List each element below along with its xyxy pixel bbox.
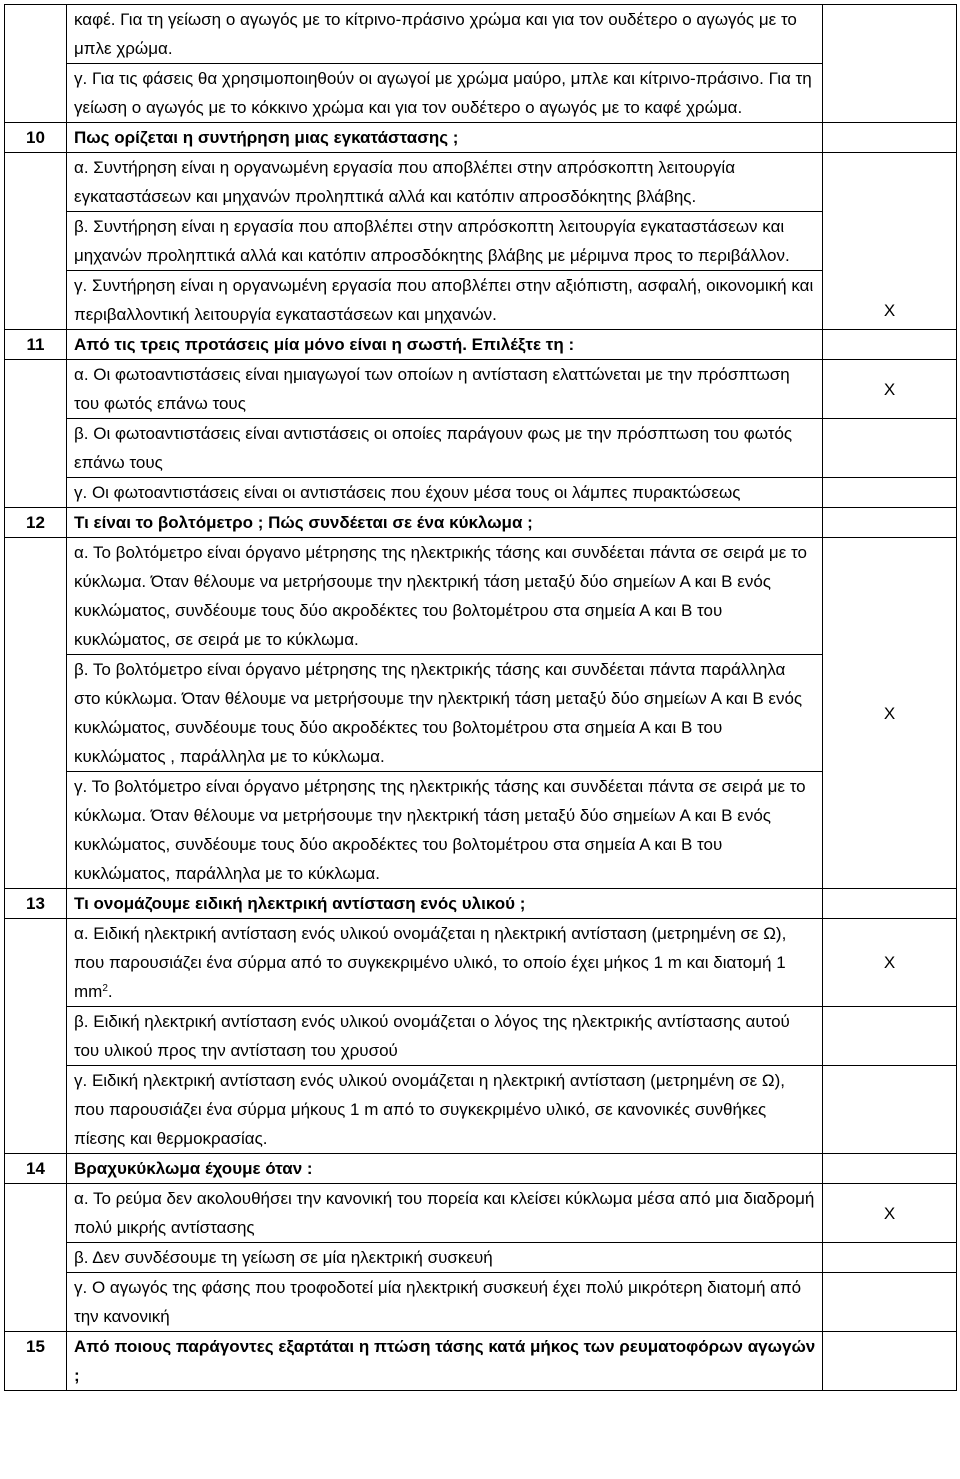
continued-row: [5, 5, 957, 64]
option-row: [5, 360, 957, 419]
answer-mark: X: [823, 919, 957, 1007]
answer-cell-empty: [823, 1066, 957, 1154]
option-row: [5, 1066, 957, 1154]
answer-cell-empty: [823, 478, 957, 508]
number-cell-empty: [5, 419, 67, 478]
option-row: [5, 212, 957, 271]
option-text: α. Οι φωτοαντιστάσεις είναι ημιαγωγοί των οποίων η αντίσταση ελαττώνεται με την πρόσπτωση του φωτός επάνω τους: [67, 360, 823, 419]
option-text: α. Το βολτόμετρο είναι όργανο μέτρησης της ηλεκτρικής τάσης και συνδέεται πάντα σε σειρά με το κύκλωμα. Όταν θέλουμε να μετρήσουμε την ηλεκτρική τάση μεταξύ δύο σημείων Α και Β ενός κυκλώματος, συνδέουμε τους δύο ακροδέκτες του βολτομέτρου στα σημεία Α και Β του κυκλώματος, σε σειρά με το κύκλωμα.: [67, 538, 823, 655]
question-row: [5, 1154, 957, 1184]
number-cell-empty: [5, 655, 67, 772]
question-number: 13: [5, 889, 67, 919]
answer-mark: X: [823, 153, 957, 330]
option-row: [5, 153, 957, 212]
option-row: [5, 919, 957, 1007]
option-text: γ. Συντήρηση είναι η οργανωμένη εργασία που αποβλέπει στην αξιόπιστη, ασφαλή, οικονομική και περιβαλλοντική λειτουργία εγκαταστάσεων και μηχανών.: [67, 271, 823, 330]
option-row: [5, 1007, 957, 1066]
option-text: β. Ειδική ηλεκτρική αντίσταση ενός υλικού ονομάζεται ο λόγος της ηλεκτρικής αντίστασης αυτού του υλικού προς την αντίσταση του χρυσού: [67, 1007, 823, 1066]
superscript: 2: [102, 983, 108, 994]
option-row: [5, 478, 957, 508]
answer-cell-empty: [823, 419, 957, 478]
answer-mark: X: [823, 360, 957, 419]
option-row: [5, 271, 957, 330]
answer-cell-empty: [823, 123, 957, 153]
quiz-table: [4, 4, 957, 1391]
continued-row: [5, 64, 957, 123]
number-cell-empty: [5, 1273, 67, 1332]
question-row: [5, 508, 957, 538]
option-row: [5, 1243, 957, 1273]
option-text: γ. Το βολτόμετρο είναι όργανο μέτρησης της ηλεκτρικής τάσης και συνδέεται πάντα σε σειρά με το κύκλωμα. Όταν θέλουμε να μετρήσουμε την ηλεκτρική τάση μεταξύ δύο σημείων Α και Β ενός κυκλώματος, συνδέουμε τους δύο ακροδέκτες του βολτομέτρου στα σημεία Α και Β του κυκλώματος, παράλληλα με το κύκλωμα.: [67, 772, 823, 889]
question-text: Τι ονομάζουμε ειδική ηλεκτρική αντίσταση ενός υλικού ;: [67, 889, 823, 919]
option-row: [5, 1184, 957, 1243]
option-row: [5, 772, 957, 889]
option-text: β. Το βολτόμετρο είναι όργανο μέτρησης της ηλεκτρικής τάσης και συνδέεται πάντα παράλληλα στο κύκλωμα. Όταν θέλουμε να μετρήσουμε την ηλεκτρική τάση μεταξύ δύο σημείων Α και Β ενός κυκλώματος, συνδέουμε τους δύο ακροδέκτες του βολτομέτρου στα σημεία Α και Β του κυκλώματος , παράλληλα με το κύκλωμα.: [67, 655, 823, 772]
option-text: γ. Ειδική ηλεκτρική αντίσταση ενός υλικού ονομάζεται η ηλεκτρική αντίσταση (μετρημένη σε Ω), που παρουσιάζει ένα σύρμα μήκους 1 m από το συγκεκριμένο υλικό, σε κανονικές συνθήκες πίεσης και θερμοκρασίας.: [67, 1066, 823, 1154]
number-cell-empty: [5, 772, 67, 889]
option-text: β. Δεν συνδέσουμε τη γείωση σε μία ηλεκτρική συσκευή: [67, 1243, 823, 1273]
answer-cell-empty: [823, 508, 957, 538]
question-text: Βραχυκύκλωμα έχουμε όταν :: [67, 1154, 823, 1184]
answer-mark: X: [823, 538, 957, 889]
option-row: [5, 1273, 957, 1332]
option-text: α. Συντήρηση είναι η οργανωμένη εργασία που αποβλέπει στην απρόσκοπτη λειτουργία εγκαταστάσεων και μηχανών προληπτικά αλλά και κατόπιν απροσδόκητης βλάβης.: [67, 153, 823, 212]
number-cell-empty: [5, 538, 67, 655]
answer-mark: X: [823, 1184, 957, 1243]
option-row: [5, 419, 957, 478]
question-row: [5, 889, 957, 919]
number-cell-empty: [5, 271, 67, 330]
number-cell-empty: [5, 1184, 67, 1243]
question-number: 12: [5, 508, 67, 538]
answer-cell-empty: [823, 1007, 957, 1066]
number-cell-empty: [5, 212, 67, 271]
number-cell-empty: [5, 1066, 67, 1154]
question-number: 11: [5, 330, 67, 360]
question-number: 10: [5, 123, 67, 153]
option-text: γ. Ο αγωγός της φάσης που τροφοδοτεί μία ηλεκτρική συσκευή έχει πολύ μικρότερη διατομή από την κανονική: [67, 1273, 823, 1332]
question-row: [5, 330, 957, 360]
question-text: Πως ορίζεται η συντήρηση μιας εγκατάστασης ;: [67, 123, 823, 153]
question-number: 15: [5, 1332, 67, 1391]
number-cell-empty: [5, 919, 67, 1007]
question-text: Από ποιους παράγοντες εξαρτάται η πτώση τάσης κατά μήκος των ρευματοφόρων αγωγών ;: [67, 1332, 823, 1391]
number-cell-empty: [5, 478, 67, 508]
question-row: [5, 123, 957, 153]
question-row: [5, 1332, 957, 1391]
option-text: καφέ. Για τη γείωση ο αγωγός με το κίτρινο-πράσινο χρώμα και για τον ουδέτερο ο αγωγός με το μπλε χρώμα.: [67, 5, 823, 64]
option-text: α. Το ρεύμα δεν ακολουθήσει την κανονική του πορεία και κλείσει κύκλωμα μέσα από μια διαδρομή πολύ μικρής αντίστασης: [67, 1184, 823, 1243]
option-text: γ. Για τις φάσεις θα χρησιμοποιηθούν οι αγωγοί με χρώμα μαύρο, μπλε και κίτρινο-πράσινο. Για τη γείωση ο αγωγός με το κόκκινο χρώμα και για τον ουδέτερο ο αγωγός με το καφέ χρώμα.: [67, 64, 823, 123]
question-number: 14: [5, 1154, 67, 1184]
answer-cell-empty: [823, 889, 957, 919]
question-text: Από τις τρεις προτάσεις μία μόνο είναι η σωστή. Επιλέξτε τη :: [67, 330, 823, 360]
number-cell-empty: [5, 1007, 67, 1066]
answer-cell-empty: [823, 1273, 957, 1332]
number-cell-empty: [5, 1243, 67, 1273]
option-text: [67, 919, 823, 1007]
answer-cell-empty: [823, 5, 957, 123]
answer-cell-empty: [823, 1154, 957, 1184]
option-text: β. Συντήρηση είναι η εργασία που αποβλέπει στην απρόσκοπτη λειτουργία εγκαταστάσεων και μηχανών προληπτικά αλλά και κατόπιν απροσδόκητης βλάβης με μέριμνα προς το περιβάλλον.: [67, 212, 823, 271]
number-cell-empty: [5, 360, 67, 419]
question-text: Τι είναι το βολτόμετρο ; Πώς συνδέεται σε ένα κύκλωμα ;: [67, 508, 823, 538]
option-text: γ. Οι φωτοαντιστάσεις είναι οι αντιστάσεις που έχουν μέσα τους οι λάμπες πυρακτώσεως: [67, 478, 823, 508]
number-cell-empty: [5, 5, 67, 64]
answer-cell-empty: [823, 1332, 957, 1391]
answer-cell-empty: [823, 330, 957, 360]
option-text: β. Οι φωτοαντιστάσεις είναι αντιστάσεις οι οποίες παράγουν φως με την πρόσπτωση του φωτός επάνω τους: [67, 419, 823, 478]
option-text-end: .: [107, 982, 113, 1001]
number-cell-empty: [5, 153, 67, 212]
option-row: [5, 538, 957, 655]
answer-cell-empty: [823, 1243, 957, 1273]
option-text-main: α. Ειδική ηλεκτρική αντίσταση ενός υλικού ονομάζεται η ηλεκτρική αντίσταση (μετρημένη σε Ω), που παρουσιάζει ένα σύρμα από το συγκεκριμένο υλικό, το οποίο έχει μήκος 1 m και διατομή 1 mm: [74, 924, 787, 1001]
option-row: [5, 655, 957, 772]
number-cell-empty: [5, 64, 67, 123]
